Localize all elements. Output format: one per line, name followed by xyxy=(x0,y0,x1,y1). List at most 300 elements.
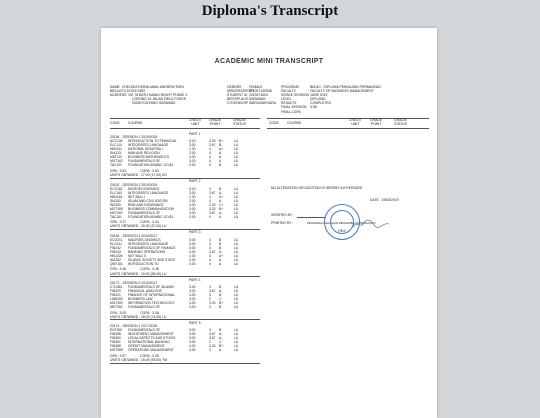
grade-point: 3.67 xyxy=(209,332,216,337)
status: LU xyxy=(234,253,239,258)
info-value: 971007135938 xyxy=(249,89,272,94)
info-value: SARAWAK xyxy=(249,97,266,102)
grade: B+ xyxy=(219,206,224,211)
col-unit-label: UNIT xyxy=(351,121,360,126)
grade-point: 3.67 xyxy=(209,289,216,293)
col-grade-status xyxy=(394,119,407,127)
status: LU xyxy=(234,293,239,297)
course-row xyxy=(110,262,260,266)
course-name: FOUNDATION ARABIC LEVEL xyxy=(128,214,174,219)
status: LU xyxy=(234,344,239,349)
printed-by-value: PENGARAH BAHAGIAN PENGAMBILAN PENGAJIAN xyxy=(307,221,376,225)
status: LU xyxy=(234,340,239,345)
grade-point: 3 xyxy=(209,305,211,309)
credit-unit: 3.00 xyxy=(189,237,196,242)
status: LU xyxy=(234,237,239,242)
gpa-value: GPA : 3.46 xyxy=(110,267,127,272)
col-credit-label: CREDIT xyxy=(189,118,202,122)
course-code: HBU111 xyxy=(110,147,122,152)
student-right-labels xyxy=(281,85,309,114)
credit-unit: 4.00 xyxy=(189,249,196,254)
grade: B+ xyxy=(219,301,224,305)
cgpa-value: CGPA : 3.45 xyxy=(140,267,159,272)
course-code: MGT269 xyxy=(110,206,123,211)
col-grade-point xyxy=(209,119,221,127)
status: LU xyxy=(234,305,239,309)
part-divider xyxy=(110,229,260,230)
status: LU xyxy=(234,289,239,293)
course-name: INTRODUCTION TO FINANCIAL xyxy=(128,139,177,144)
grade-point: 3 xyxy=(209,163,211,168)
grade-point: 3.33 xyxy=(209,301,216,305)
grade: B+ xyxy=(219,344,224,349)
status: LU xyxy=(234,159,239,164)
part-label: PART 1 xyxy=(189,132,201,136)
info-label: LEVEL xyxy=(281,97,292,102)
grade-point: 4 xyxy=(209,214,211,219)
grade: B+ xyxy=(219,139,224,144)
grade: A+ xyxy=(219,253,224,258)
info-label: RESULTS xyxy=(281,101,297,106)
grade: B xyxy=(219,245,222,250)
cgpa-value: CGPA : 3.36 xyxy=(140,310,159,315)
col-course: COURSE xyxy=(128,121,143,125)
grade-point: 4 xyxy=(209,198,211,203)
course-code: FIN320 xyxy=(110,289,121,293)
session-label: 20194 - SESSION 1 2019/2019 xyxy=(110,135,158,140)
session-label: 20172 - SESSION 2 2016/2017 xyxy=(110,281,158,285)
grade: A+ xyxy=(219,147,224,152)
name-label: NAME xyxy=(110,85,120,89)
grade: A- xyxy=(219,210,223,215)
credit-unit: 3.00 xyxy=(189,186,196,191)
student-mid-values xyxy=(249,85,276,105)
status: LU xyxy=(234,301,239,305)
credit-unit: 3.00 xyxy=(189,301,196,305)
grade: A- xyxy=(219,332,223,337)
grade-point: 2.33 xyxy=(209,202,216,207)
gpa-value: GPA : 3.00 xyxy=(110,310,127,315)
credit-unit: 4.00 xyxy=(189,348,196,353)
info-value: DIPLOMA xyxy=(310,97,326,102)
course-row xyxy=(110,305,260,309)
credit-unit: 3.00 xyxy=(189,190,196,195)
status: LU xyxy=(234,151,239,156)
grade-point: 2 xyxy=(209,340,211,345)
credit-unit: 3.00 xyxy=(189,293,196,297)
credit-unit: 3.00 xyxy=(189,210,196,215)
course-name: FUNDAMENTALS OF xyxy=(128,305,161,309)
student-name-block xyxy=(110,85,187,105)
course-code: FIN361 xyxy=(110,340,121,345)
col-grade-status xyxy=(233,119,246,127)
col-grade-point xyxy=(370,119,382,127)
grade: A- xyxy=(219,289,223,293)
grade-point: 3.33 xyxy=(209,206,216,211)
course-name: ISLAMIC SOCIETY AND STATE xyxy=(128,257,176,262)
course-name: FINANCIAL ANALYSIS xyxy=(128,289,162,293)
course-name: FUNDAMENTALS OF xyxy=(128,210,161,215)
status: LU xyxy=(234,257,239,262)
status: LU xyxy=(234,249,239,254)
course-name: INTEGRATED LANGUAGE xyxy=(128,190,169,195)
course-name: BUSINESS MATHEMATICS xyxy=(128,155,170,160)
course-code: ECO162 xyxy=(110,186,123,191)
col-code: CODE xyxy=(110,121,120,125)
address-line: 93250 KUCHING SARAWAK xyxy=(132,101,176,106)
grade-point: 4 xyxy=(209,261,211,266)
units-obtained: UNITS OBTAINED : 19.00 (56.00) LU xyxy=(110,271,167,276)
grade-point: 3 xyxy=(209,285,211,289)
col-credit-unit xyxy=(189,119,202,127)
credit-unit: 2.00 xyxy=(189,163,196,168)
units-obtained: UNITS OBTAINED : 18.00 (74.00) LU xyxy=(110,314,167,319)
session-label: 20192 - SESSION 2 2019/2019 xyxy=(110,182,158,187)
course-row xyxy=(110,348,260,352)
grade-point: 3 xyxy=(209,241,211,246)
status: LU xyxy=(234,328,239,333)
credit-unit: 3.00 xyxy=(189,261,196,266)
name-value: CHELSEA RIONA ANAK ANDREW EDIN xyxy=(121,85,184,89)
course-name: INFORMATION TECHNOLOGY xyxy=(128,301,175,305)
verification-date: DATE : 19/03/2019 xyxy=(370,198,399,202)
col-grade-slash-label: GRADE/ xyxy=(394,118,407,122)
credit-unit: 3.00 xyxy=(189,245,196,250)
course-code: QMT181 xyxy=(110,261,123,266)
credit-unit: 3.00 xyxy=(189,139,196,144)
cgpa-value: CGPA : 3.44 xyxy=(140,220,159,225)
credit-unit: 3.00 xyxy=(189,202,196,207)
col-code: CODE xyxy=(269,121,279,125)
grade-point: 4 xyxy=(209,194,211,199)
cgpa-value: CGPA : 3.25 xyxy=(140,353,159,358)
grade-point: 3 xyxy=(209,186,211,191)
info-value: WARGANEGARA xyxy=(249,101,277,106)
info-value: 2019474004 xyxy=(249,93,268,98)
course-code: FIN358 xyxy=(110,332,121,337)
status: LU xyxy=(234,348,239,353)
grade: A- xyxy=(219,336,223,341)
cgpa-value: CGPA : 3.53 xyxy=(140,168,159,173)
col-point-label: POINT xyxy=(370,121,382,126)
info-value: COMPLETED xyxy=(310,101,332,106)
course-code: LAW300 xyxy=(110,297,123,301)
grade: A xyxy=(219,214,222,219)
credit-unit: 3.00 xyxy=(189,305,196,309)
col-unit-label: UNIT xyxy=(191,121,200,126)
grade-point: 3 xyxy=(209,293,211,297)
status: LU xyxy=(234,190,239,195)
status: LU xyxy=(234,139,239,144)
course-code: ECO211 xyxy=(110,237,123,242)
course-name: BANKING OPERATIONS xyxy=(128,249,166,254)
credit-unit: 2.00 xyxy=(189,257,196,262)
grade: A xyxy=(219,348,222,353)
part-label: PART 5 xyxy=(189,320,201,325)
col-grade-slash-label: GRADE/ xyxy=(233,118,246,122)
part-divider xyxy=(110,319,260,320)
course-name: NATIONAL KESATRIA I xyxy=(128,147,163,152)
grade: A- xyxy=(219,190,223,195)
info-label: FINAL SESSION xyxy=(281,105,307,110)
grade: A xyxy=(219,151,222,156)
course-code: MGT368 xyxy=(110,348,123,353)
course-name: MICROECONOMICS xyxy=(128,186,160,191)
grade-point: 3.67 xyxy=(209,249,216,254)
course-name: INVESTMENT MANAGEMENT xyxy=(128,332,174,337)
grade: A- xyxy=(219,249,223,254)
address-line: LORONG 15 JALAN FIELD FORCE xyxy=(132,97,187,102)
grade-point: 4 xyxy=(209,253,211,258)
course-code: FIN243 xyxy=(110,249,121,254)
col-credit-unit xyxy=(349,119,362,127)
grade-point: 3 xyxy=(209,237,211,242)
course-name: BUSINESS COMMUNICATION xyxy=(128,206,174,211)
course-name: INTERNATIONAL BANKING xyxy=(128,340,170,345)
course-code: IDA152 xyxy=(110,198,121,203)
student-right-values xyxy=(310,85,381,110)
course-name: MAN AND RELIGION xyxy=(128,151,160,156)
col-course: COURSE xyxy=(287,121,302,125)
info-value: BM110 - DIPLOMA PENGAJIAN PERBANKAN xyxy=(310,85,381,89)
course-name: INTEGRATED LANGUAGE xyxy=(128,143,169,148)
units-obtained: UNITS OBTAINED : 15.00 (93.00) TM xyxy=(110,357,167,362)
credit-unit: 3.00 xyxy=(189,289,196,293)
course-name: NET BALL II xyxy=(128,253,147,258)
col-point-label: POINT xyxy=(209,121,221,126)
credit-unit: 3.00 xyxy=(189,155,196,160)
course-code: ACC106 xyxy=(110,139,123,144)
grade-point: 4 xyxy=(209,151,211,156)
grade: A xyxy=(219,155,222,160)
grade-point: 4 xyxy=(209,348,211,353)
course-code: FIN368 xyxy=(110,344,121,349)
grade-point: 3 xyxy=(209,328,211,333)
signature-mark xyxy=(351,218,391,230)
grade-point: 3.67 xyxy=(209,336,216,341)
course-row xyxy=(110,163,260,167)
course-name: MACROECONOMICS xyxy=(128,237,161,242)
course-code: ELC120 xyxy=(110,143,122,148)
course-code: IDA252 xyxy=(110,257,121,262)
info-label: BIRTHPLACE xyxy=(227,97,249,102)
header-rule xyxy=(267,128,429,129)
document-title: ACADEMIC MINI TRANSCRIPT xyxy=(214,58,324,65)
status: LU xyxy=(234,155,239,160)
info-label: PROGRAM xyxy=(281,85,299,89)
status: LU xyxy=(234,285,239,289)
course-name: NET BALL I xyxy=(128,194,146,199)
grade-point: 2.67 xyxy=(209,143,216,148)
course-code: CTU381 xyxy=(110,285,123,289)
course-code: TAC151 xyxy=(110,214,122,219)
part-divider xyxy=(110,178,260,179)
course-code: MGT162 xyxy=(110,159,123,164)
grade: B xyxy=(219,241,222,246)
info-value: 3.58 xyxy=(310,105,317,110)
course-code: MKT243 xyxy=(110,210,123,215)
printed-by-label: PRINTED BY : xyxy=(271,221,294,225)
course-name: RISK AND INSURANCE xyxy=(128,202,164,207)
grade-point: 3.33 xyxy=(209,139,216,144)
gpa-value: GPA : 3.57 xyxy=(110,353,127,358)
credit-unit: 3.00 xyxy=(189,340,196,345)
course-name: LEGAL ASPECTS AND ETHICS xyxy=(128,336,176,341)
credit-unit: 1.00 xyxy=(189,147,196,152)
grade: C+ xyxy=(219,202,224,207)
grade-point: 3.33 xyxy=(209,344,216,349)
credit-unit: 3.00 xyxy=(189,241,196,246)
credit-unit: 1.00 xyxy=(189,194,196,199)
credit-unit: 3.00 xyxy=(189,332,196,337)
address-label: ADDRESS xyxy=(110,93,127,98)
course-name: FOUNDATION ARABIC LEVEL xyxy=(128,163,174,168)
credit-unit: 3.00 xyxy=(189,159,196,164)
status: LU xyxy=(234,202,239,207)
info-label: STUDENT ID xyxy=(227,93,248,98)
course-code: FIN360 xyxy=(110,336,121,341)
grade: B xyxy=(219,237,222,242)
page-heading: Diploma's Transcript xyxy=(201,3,339,19)
id-value: BB114373 2219371897 xyxy=(110,89,146,94)
part-label: PART 2 xyxy=(189,179,201,184)
credit-unit: 2.00 xyxy=(189,214,196,219)
verified-by-label: VERIFIED BY : xyxy=(271,213,294,217)
status: LU xyxy=(234,245,239,250)
course-code: FIN321 xyxy=(110,293,121,297)
address-line: NO 78 BATU KAWA HEIGHT PHASE 3 xyxy=(128,93,188,98)
verified-by-line xyxy=(297,217,325,218)
info-label: CITIZENSHIP xyxy=(227,101,249,106)
credit-unit: 2.00 xyxy=(189,198,196,203)
part-divider xyxy=(110,363,260,364)
grade-point: 2 xyxy=(209,297,211,301)
credit-unit: 4.00 xyxy=(189,344,196,349)
grade-point: 3.67 xyxy=(209,190,216,195)
course-name: FUNDAMENTALS OF ISLAMIC xyxy=(128,285,175,289)
part-divider xyxy=(110,276,260,277)
units-obtained: UNITS OBTAINED : 20.00 (37.00) LU xyxy=(110,224,167,229)
course-name: ISLAM AND CIVILIZATION xyxy=(128,198,168,203)
part-label: PART 4 xyxy=(189,277,201,282)
status: LU xyxy=(234,143,239,148)
header-rule xyxy=(110,128,260,129)
grade: B xyxy=(219,328,222,333)
units-obtained: UNITS OBTAINED : 17.00 (17.00) KD xyxy=(110,173,167,178)
course-name: FUNDAMENTALS OF FINANCE xyxy=(128,245,176,250)
status: LU xyxy=(234,241,239,246)
course-code: ELC231 xyxy=(110,241,122,246)
course-code: HBU116 xyxy=(110,194,123,199)
part-label: PART 3 xyxy=(189,230,201,235)
course-code: IDA133 xyxy=(110,151,121,156)
info-label: GENDER xyxy=(227,85,242,89)
credit-unit: 3.00 xyxy=(189,285,196,289)
grade: A xyxy=(219,198,222,203)
grade-point: 3 xyxy=(209,245,211,250)
grade: B xyxy=(219,163,222,168)
course-code: ELC160 xyxy=(110,190,122,195)
course-name: CREDIT MANAGEMENT xyxy=(128,344,165,349)
col-grade-label: GRADE xyxy=(209,118,222,122)
grade-point: 3.67 xyxy=(209,210,216,215)
credit-unit: 3.00 xyxy=(189,336,196,341)
grade: A+ xyxy=(219,194,224,199)
course-row xyxy=(110,215,260,219)
gpa-value: GPA : 3.37 xyxy=(110,220,127,225)
grade-point: 4 xyxy=(209,257,211,262)
session-label: 20174 - SESSION 1 2017/2018 xyxy=(110,324,158,329)
course-name: OPERATIONS MANAGEMENT xyxy=(128,348,174,353)
status: LU xyxy=(234,194,239,199)
grade: C xyxy=(219,297,222,301)
grade: A xyxy=(219,257,222,262)
info-value: FEMALE xyxy=(249,85,263,89)
status: LU xyxy=(234,336,239,341)
grade: B xyxy=(219,305,222,309)
course-code: FIN242 xyxy=(110,245,121,250)
course-code: MKT340 xyxy=(110,305,123,309)
course-code: MAT112 xyxy=(110,155,122,160)
grade: B- xyxy=(219,143,223,148)
col-status-label: STATUS xyxy=(233,121,246,126)
course-code: HBU226 xyxy=(110,253,123,258)
status: LU xyxy=(234,147,239,152)
grade-point: 4 xyxy=(209,155,211,160)
grade: C xyxy=(219,340,222,345)
grade: A xyxy=(219,159,222,164)
grade: B xyxy=(219,285,222,289)
status: LU xyxy=(234,198,239,203)
credit-unit: 3.00 xyxy=(189,297,196,301)
credit-unit: 3.00 xyxy=(189,328,196,333)
info-label: FINAL CGPA xyxy=(281,109,301,114)
col-grade-label: GRADE xyxy=(370,118,383,122)
grade-point: 4 xyxy=(209,159,211,164)
course-name: INTEGRATED LANGUAGE xyxy=(128,241,169,246)
credit-unit: 2.00 xyxy=(189,151,196,156)
info-label: NRIC/PASSPORT xyxy=(227,89,255,94)
course-name: FUNDAMENTALS OF xyxy=(128,328,161,333)
info-value: JUNE 2019 xyxy=(310,93,328,98)
info-label: FACULTY xyxy=(281,89,297,94)
info-value: FACULTY OF BUSINESS MANAGEMENT xyxy=(310,89,374,94)
info-label: INTAKE SESSION xyxy=(281,93,310,98)
stamp-label: HEA xyxy=(338,229,346,233)
gpa-value: GPA : 3.53 xyxy=(110,168,127,173)
transcript-document xyxy=(101,28,437,418)
credit-unit: 3.00 xyxy=(189,206,196,211)
status: LU xyxy=(234,210,239,215)
status: LU xyxy=(234,206,239,211)
course-code: MGT300 xyxy=(110,301,123,305)
status: LU xyxy=(234,186,239,191)
no-alteration-notice: NO ALTERATION OR ADDITION IS HEREBY AUTHORIZED xyxy=(271,186,363,190)
col-credit-label: CREDIT xyxy=(349,118,362,122)
grade: B xyxy=(219,293,222,297)
credit-unit: 1.00 xyxy=(189,253,196,258)
grade: B xyxy=(219,186,222,191)
course-name: INTRODUCTION TO xyxy=(128,261,159,266)
course-code: ENT300 xyxy=(110,328,123,333)
course-code: TAC101 xyxy=(110,163,122,168)
session-label: 20164 - SESSION 1 2016/2017 xyxy=(110,233,158,238)
course-name: FUNDAMENTALS OF xyxy=(128,159,161,164)
col-status-label: STATUS xyxy=(394,121,407,126)
course-name: FINANCE OF INTERNATIONAL xyxy=(128,293,176,297)
course-code: INS200 xyxy=(110,202,121,207)
grade: A xyxy=(219,261,222,266)
